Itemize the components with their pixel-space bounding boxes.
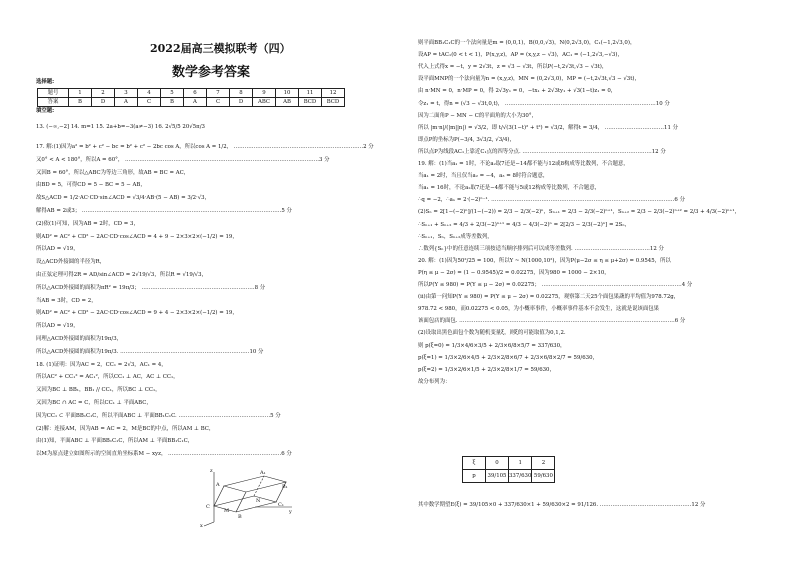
choice-answer-table	[37, 88, 345, 107]
axis-label-x: x	[200, 523, 203, 528]
choice-heading: 选择题:	[36, 79, 55, 85]
answer-cell: C	[138, 98, 161, 107]
solution-line: P(η ≤ μ − 2σ) = (1 − 0.9545)/2 = 0.02275，因为980 = 1000 − 2×10，	[418, 269, 610, 276]
table-cell: 337/630	[509, 470, 532, 483]
solution-line: 所以△ACD外接圆的面积为πR² = 19π/3； ………………………………………………………8 分	[36, 284, 266, 291]
page-title: 2022届高三模拟联考（四）	[150, 42, 291, 55]
question-number: 11	[299, 89, 322, 98]
question-number: 9	[253, 89, 276, 98]
table-header-cell: ξ	[463, 457, 486, 470]
solution-line: 978.72 < 980，而0.02275 < 0.05，为小概率事件，小概率事件基本不会发生，这就是说该面包果	[418, 306, 660, 313]
answer-cell: BCD	[322, 98, 345, 107]
table-row	[463, 457, 555, 470]
table-row	[463, 470, 555, 483]
solution-line: 所以AC² + CC₁² = AC₁²，所以CC₁ ⊥ AC，AC ⊥ CC₁，	[36, 374, 179, 381]
solution-line: 令z₁ = t，得n = (√3 − √3t,0,t)， …………………………………………………………………………10 分	[418, 100, 670, 107]
solution-line: 以M为原点建立如图所示的空间直角坐标系M − xyz， ………………………………………………………6 分	[36, 451, 292, 458]
question-number: 7	[207, 89, 230, 98]
solution-line: 18. (1)证明：因为AC = 2，CC₁ = 2√3，AC₁ = 4，	[36, 361, 167, 368]
solution-line: ∴Sₙ₊₁，Sₙ，Sₙ₊₂成等差数列，	[418, 233, 493, 240]
solution-line: p(ξ=2) = 1/3×2/6×1/5 + 2/3×2/8×1/7 = 59/630，	[418, 366, 555, 373]
solution-line: 同理△ACD外接圆的面积为19π/3，	[36, 336, 123, 342]
solution-line: 又因B = 60°，所以△ABC为等边三角形，故AB = BC = AC，	[36, 169, 190, 176]
table-header-cell: 1	[509, 457, 532, 470]
question-number: 4	[138, 89, 161, 98]
solution-line: ∴Sₙ₊₁ + Sₙ₊₂ = 4/3 + 2/3(−2)ⁿ⁺¹ = 4/3 − 4/3(−2)ⁿ = 2[2/3 − 2/3(−2)ⁿ] = 2Sₙ，	[418, 221, 631, 228]
question-number: 8	[230, 89, 253, 98]
solution-line: (2)解：连接AM，因为AB = AC = 2，M是BC的中点，所以AM ⊥ BC，	[36, 425, 215, 432]
vertex-label: M	[224, 508, 230, 514]
vertex-label: B₁	[282, 484, 288, 490]
solution-line: 当a₁ = 2时，当且仅当a₂ = −4，a₃ = 8时符合题意，	[418, 173, 549, 180]
solution-line: 当AB = 3时，CD = 2，	[36, 297, 97, 304]
question-number: 5	[161, 89, 184, 98]
table-row	[38, 89, 345, 98]
solution-line: 所以AD = √19，	[36, 246, 79, 253]
answer-cell: B	[161, 98, 184, 107]
answer-cell: A	[184, 98, 207, 107]
solution-line: 由正弦定理可得2R = AD/sin∠ACD = 2√19/√3，所以R = √19/√3，	[36, 272, 207, 278]
solution-line: 则平面BB₁C₁C的一个法向量是m = (0,0,1)，B(0,0,√3)，N(0,2√3,0)，C₁(−1,2√3,0)，	[418, 40, 636, 46]
row-label: 答案	[38, 98, 69, 107]
axis-label-y: y	[289, 509, 292, 515]
table-row	[38, 98, 345, 107]
solution-line: 因为CC₁ ⊂ 平面BB₁C₁C，所以平面ABC ⊥ 平面BB₁C₁C. ……………………………………………5 分	[36, 412, 281, 419]
vertex-label: A₁	[260, 470, 266, 476]
solution-line: 该面包店的面包. …………………………………………………………………………………………………………6 分	[418, 318, 686, 325]
solution-line: (2)设取出黑色面包个数为随机变量ξ，则ξ的可能取值为0,1,2.	[418, 330, 566, 337]
solution-line: (ii)由第一问知P(Y ≤ 980) = P(Y ≤ μ − 2σ) = 0.02275，观察第二天25个面包果蔬的平均值为978.72g，	[418, 294, 680, 301]
solution-line: 所以AD = √19，	[36, 323, 79, 330]
question-number: 1	[69, 89, 92, 98]
solution-line: 设AP = tAC₁(0 < t < 1)，P(x,y,z)，AP = (x,y,z − √3)，AC₁ = (−1,2√3,−√3)，	[418, 52, 623, 59]
solution-line: 由(1)知，平面ABC ⊥ 平面BB₁C₁C，所以AM ⊥ 平面BB₁C₁C，	[36, 438, 194, 445]
question-number: 12	[322, 89, 345, 98]
solution-line: 即点P的坐标为P(−3/4, 3√3/2, √3/4)，	[418, 136, 515, 143]
answer-cell: B	[69, 98, 92, 107]
solution-line: 20. 解：(1)因为50²/25 = 100，所以Y ~ N(1000,10²)，因为P(μ−2σ ≤ η ≤ μ+2σ) = 0.9545，所以	[418, 257, 671, 264]
page-subtitle: 数学参考答案	[172, 65, 251, 80]
solution-line: ∴q = −2，∴aₙ = 2·(−2)ⁿ⁻¹. …………………………………………………………………………………………6 分	[418, 197, 685, 204]
question-number: 3	[115, 89, 138, 98]
solution-line: 代入上式得x = −t，y = 2√3t，z = √3 − √3t，所以P(−t,2√3t,√3 − √3t)，	[418, 64, 608, 71]
answer-cell: D	[92, 98, 115, 107]
solution-line: ∴数列{Sₙ}中的任意连续三项按适当顺序排列后可以成等差数列. ……………………………………12 分	[418, 245, 664, 252]
answer-cell: BCD	[299, 98, 322, 107]
solution-line: 又因为BC ∩ AC = C，所以CC₁ ⊥ 平面ABC，	[36, 400, 152, 406]
solution-line: 设平面MNP的一个法向量为n = (x,y,z)，MN = (0,2√3,0)，MP = (−t,2√3t,√3 − √3t)，	[418, 76, 640, 83]
vertex-label: A	[216, 482, 220, 488]
answer-cell: A	[115, 98, 138, 107]
table-cell: 39/105	[486, 470, 509, 483]
prism-figure	[196, 466, 296, 528]
question-number: 10	[276, 89, 299, 98]
solution-line: 所以△ACD外接圆的面积为19π/3. ………………………………………………………………10 分	[36, 348, 264, 355]
expectation-line: 其中数学期望E(ξ) = 39/105×0 + 337/630×1 + 59/630×2 = 91/126. ……………………………………………12 分	[418, 502, 706, 508]
answer-cell: C	[207, 98, 230, 107]
solution-line: 所以P(Y ≤ 980) = P(Y ≤ μ − 2σ) = 0.02275； ……………………………………………………………………4 分	[418, 282, 693, 288]
solution-line: p(ξ=1) = 1/3×2/6×4/5 + 2/3×2/8×6/7 + 2/3×6/8×2/7 = 59/630，	[418, 354, 598, 361]
table-header-cell: 2	[532, 457, 555, 470]
vertex-label: C	[206, 504, 210, 510]
solution-line: (2)依(1)可知，因为AB = 2时，CD = 3，	[36, 220, 139, 227]
question-number: 6	[184, 89, 207, 98]
answer-cell: D	[230, 98, 253, 107]
solution-line: 则AD² = AC² + CD² − 2AC·CD·cos∠ACD = 9 + 4 − 2×3×2×(−1/2) = 19，	[36, 310, 238, 317]
vertex-label: C₁	[278, 502, 284, 508]
solution-line: 当a₁ = 16时，不论a₂取7还是−4都不能与5或12构成等比数列，不合题意，	[418, 185, 600, 192]
solution-line: 由 n·MN = 0，n·MP = 0，得 2√3y₁ = 0，−tx₁ + 2√3ty₁ + √3(1−t)z₁ = 0，	[418, 88, 617, 95]
table-cell: 59/630	[532, 470, 555, 483]
solution-line: 又0° < A < 180°，所以A = 60°， ………………………………………………………………………………………………3 分	[36, 156, 330, 163]
solution-line: 设△ACD外接圆的半径为R，	[36, 259, 106, 266]
solution-line: (2)Sₙ = 2[1−(−2)ⁿ]/(1−(−2)) = 2/3 − 2/3(−2)ⁿ，Sₙ₊₁ = 2/3 − 2/3(−2)ⁿ⁺¹，Sₙ₊₂ = 2/3 − 2/3(−2)ⁿ⁺² = 2/3 + 4/3(−2)ⁿ⁺¹，	[418, 209, 740, 216]
answer-cell: AB	[276, 98, 299, 107]
solution-line: 17. 解:(1)因为a² = b² + c² − bc = b² + c² − 2bc cos A，所以cos A = 1/2， ………………………………………………………………2 分	[36, 144, 374, 150]
solution-line: 因为二面角P − MN − C的平面角的大小为30°，	[418, 112, 537, 119]
vertex-label: N	[256, 498, 261, 504]
table-header-cell: 0	[486, 457, 509, 470]
solution-line: 所以 |m·n|/(|m||n|) = √3/2，即 t/√(3(1−t)² + t²) = √3/2，解得t = 3/4， ……………………………11 分	[418, 124, 679, 131]
solution-line: 又因为BC ⊥ BB₁，BB₁ // CC₁，所以BC ⊥ CC₁，	[36, 387, 161, 394]
solution-line: 19. 解：(1)当a₁ = 1时，不论a₂取7还是−14都不能与12或8构成等比数列，不合题意，	[418, 161, 629, 167]
solution-line: 则AD² = AC² + CD² − 2AC·CD·cos∠ACD = 4 + 9 − 2×3×2×(−1/2) = 19，	[36, 233, 238, 240]
vertex-label: B	[238, 514, 242, 520]
table-cell: p	[463, 470, 486, 483]
solution-line: 由BD = 5，可得CD = 5 − BC = 5 − AB，	[36, 182, 146, 189]
distribution-table	[462, 456, 555, 483]
fill-answers: 13. (−∞,−2] 14. m=1 15. 2a+b=−3(a≠−3) 16. 2√5/5 20√5π/3	[36, 124, 205, 130]
question-number: 2	[92, 89, 115, 98]
row-label: 题号	[38, 89, 69, 98]
fill-heading: 填空题:	[36, 108, 55, 114]
answer-cell: ABC	[253, 98, 276, 107]
solution-line: 故分布列为：	[418, 378, 451, 385]
solution-line: 则 p(ξ=0) = 1/3×4/6×3/5 + 2/3×6/8×5/7 = 337/630，	[418, 342, 566, 349]
axis-label-z: z	[210, 468, 213, 474]
solution-line: 故S△ACD = 1/2·AC·CD·sin∠ACD = √3/4·AB·(5 − AB) = 3/2·√3，	[36, 195, 210, 202]
solution-line: 解得AB = 2或3； …………………………………………………………………………………………………5 分	[36, 208, 292, 214]
solution-line: 所以点P为线段AC₁上靠近C₁点的四等分点. ………………………………………………………………12 分	[418, 148, 666, 155]
